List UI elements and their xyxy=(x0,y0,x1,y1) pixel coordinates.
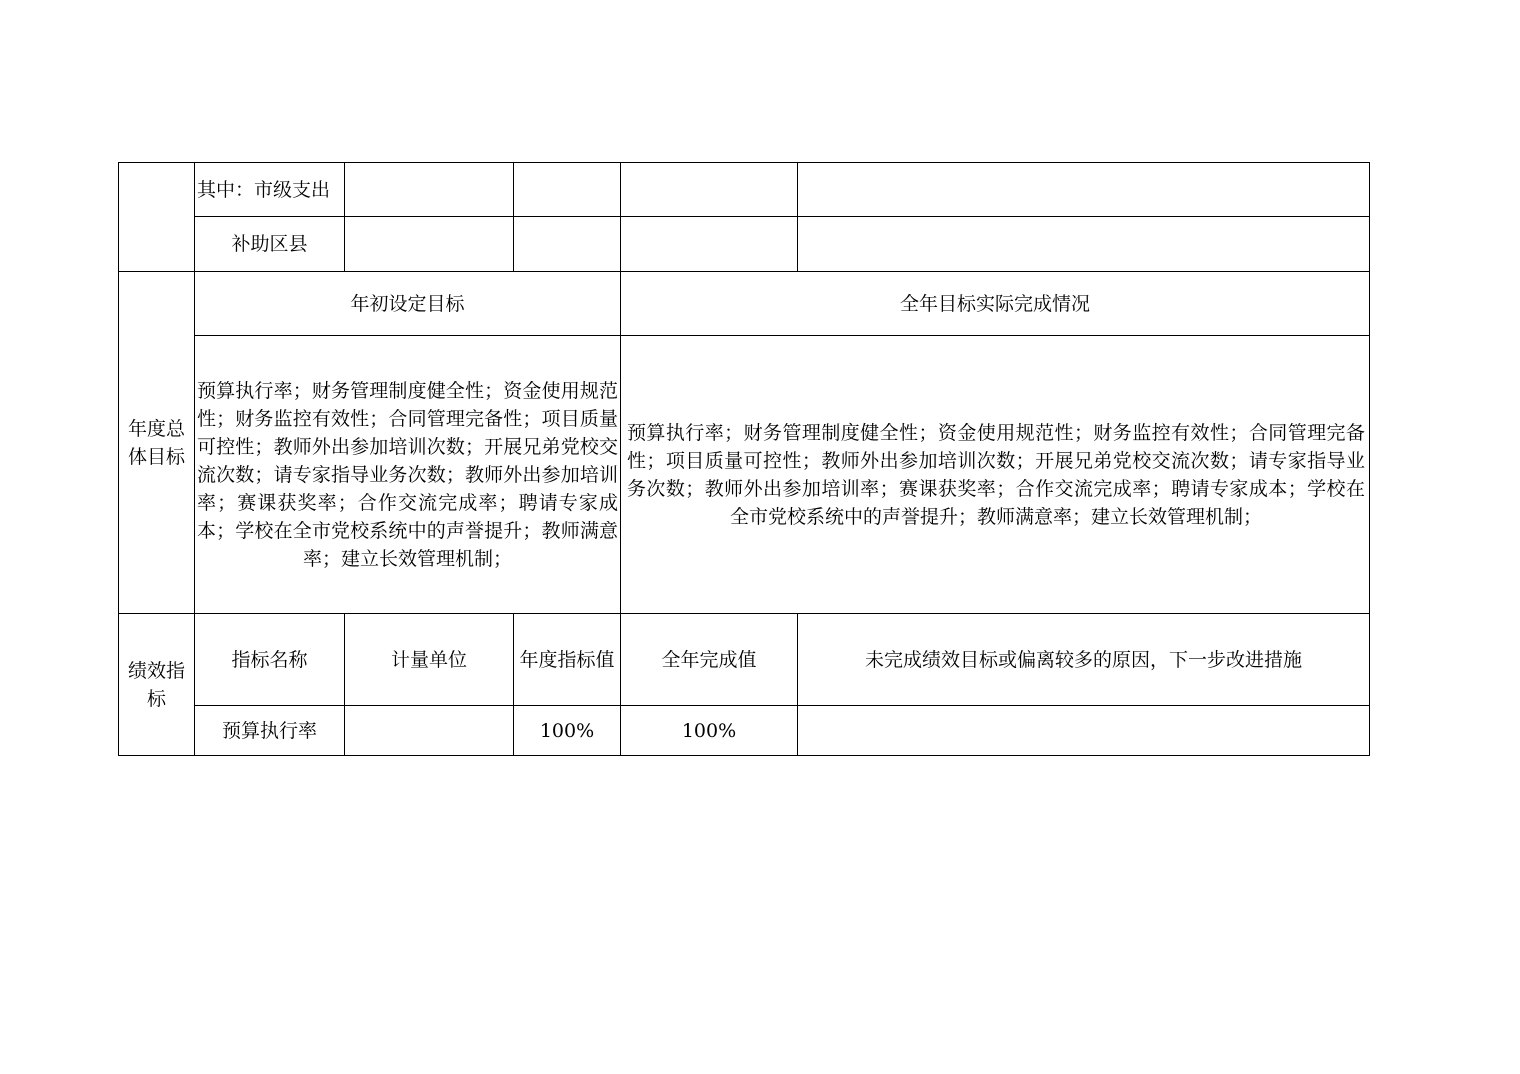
initial-goal-header: 年初设定目标 xyxy=(195,272,621,336)
funding-section-cell xyxy=(119,163,195,272)
reason-improvement-header: 未完成绩效目标或偏离较多的原因，下一步改进措施 xyxy=(798,614,1370,706)
indicator-unit xyxy=(345,706,514,756)
annual-goal-content-row xyxy=(119,336,1370,614)
table-row xyxy=(119,706,1370,756)
annual-target-header: 年度指标值 xyxy=(514,614,621,706)
performance-header-row xyxy=(119,614,1370,706)
indicator-name: 预算执行率 xyxy=(195,706,345,756)
performance-report-table xyxy=(118,162,1370,756)
funding-cell xyxy=(514,163,621,217)
indicator-actual: 100% xyxy=(621,706,798,756)
actual-completion-header: 全年目标实际完成情况 xyxy=(621,272,1370,336)
funding-label-municipal: 其中：市级支出 xyxy=(195,163,345,217)
annual-goal-header-row xyxy=(119,272,1370,336)
funding-cell xyxy=(514,217,621,272)
initial-goal-text: 预算执行率；财务管理制度健全性；资金使用规范性；财务监控有效性；合同管理完备性；项目质量可控性；教师外出参加培训次数；开展兄弟党校交流次数；请专家指导业务次数；教师外出参加培训率；赛课获奖率；合作交流完成率；聘请专家成本；学校在全市党校系统中的声誉提升；教师满意率；建立长效管理机制； xyxy=(195,336,621,614)
annual-actual-header: 全年完成值 xyxy=(621,614,798,706)
funding-cell xyxy=(621,163,798,217)
funding-label-district: 补助区县 xyxy=(195,217,345,272)
indicator-reason xyxy=(798,706,1370,756)
funding-cell xyxy=(345,217,514,272)
funding-cell xyxy=(621,217,798,272)
actual-completion-text: 预算执行率；财务管理制度健全性；资金使用规范性；财务监控有效性；合同管理完备性；项目质量可控性；教师外出参加培训次数；开展兄弟党校交流次数；请专家指导业务次数；教师外出参加培训率；赛课获奖率；合作交流完成率；聘请专家成本；学校在全市党校系统中的声誉提升；教师满意率；建立长效管理机制； xyxy=(621,336,1370,614)
performance-section-label: 绩效指标 xyxy=(119,614,195,756)
funding-cell xyxy=(345,163,514,217)
funding-cell xyxy=(798,217,1370,272)
annual-goal-section-label: 年度总体目标 xyxy=(119,272,195,614)
funding-row-district xyxy=(119,217,1370,272)
indicator-target: 100% xyxy=(514,706,621,756)
funding-cell xyxy=(798,163,1370,217)
funding-row-municipal xyxy=(119,163,1370,217)
indicator-name-header: 指标名称 xyxy=(195,614,345,706)
unit-header: 计量单位 xyxy=(345,614,514,706)
